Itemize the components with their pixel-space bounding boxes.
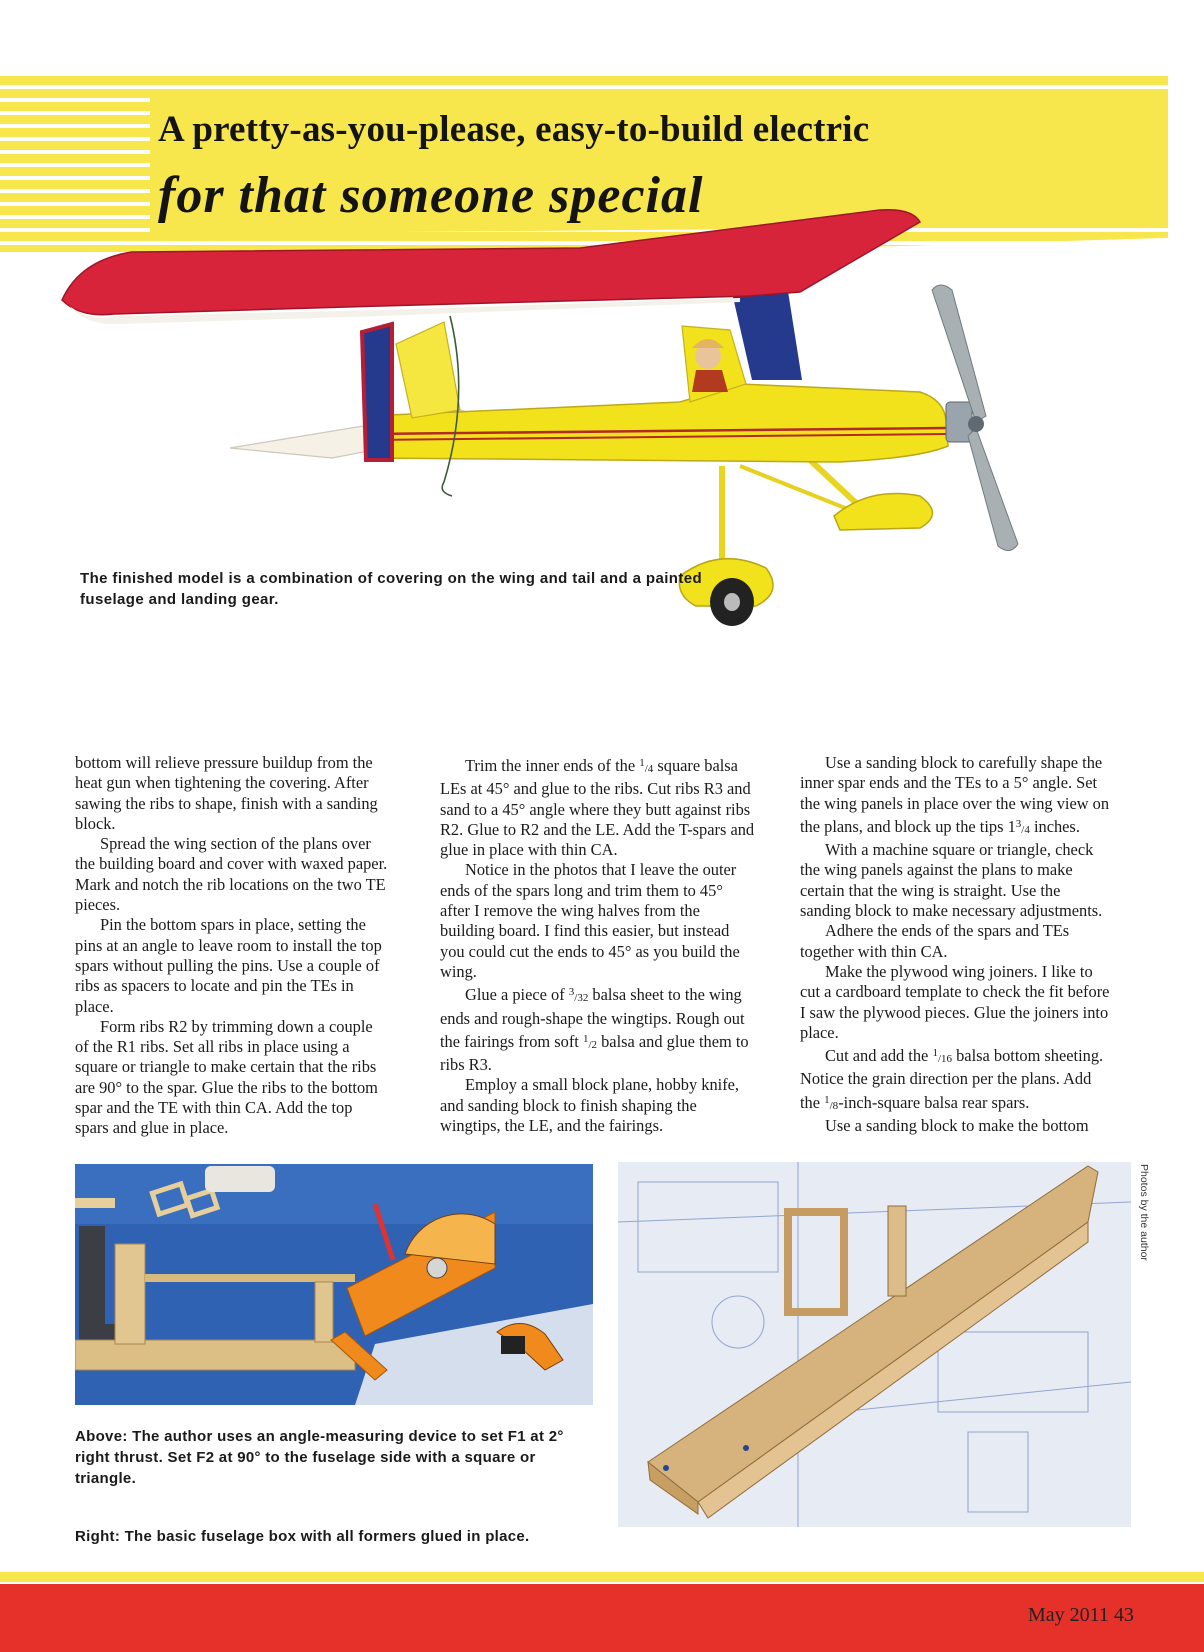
col1-paragraph-4: Form ribs R2 by trimming down a couple of the R1 ribs. Set all ribs in place using a square or triangle to make certain that the ribs are 90° to the spar. Glue the ribs to the bottom spar and the TE with thin CA. Add the top spars and glue in place. xyxy=(75,1016,378,1138)
photo-credit: Photos by the author xyxy=(1138,1164,1150,1261)
photo-caption-above: Above: The author uses an angle-measuring device to set F1 at 2° right thrust. Set F2 at 90° to the fuselage side with a square or triangle. xyxy=(75,1428,564,1487)
footer-red-band xyxy=(0,1584,1204,1652)
hero-photo-caption: The finished model is a combination of covering on the wing and tail and a painted fuselage and landing gear. xyxy=(80,570,703,608)
hero-airplane-photo xyxy=(40,196,1180,696)
text-column-2 xyxy=(440,753,755,1136)
col2-paragraph-4: Employ a small block plane, hobby knife, and sanding block to finish shaping the wingtips, the LE, and the fairings. xyxy=(440,1075,740,1136)
col1-paragraph-2: Spread the wing section of the plans over the building board and cover with waxed paper. Mark and notch the rib locations on the two TE pieces. xyxy=(75,834,388,915)
col3-paragraph-5: Cut and add the $^1$/16 balsa bottom sheeting. Notice the grain direction per the plans. Add the $^1$/8-inch-square balsa rear spars. xyxy=(800,1046,1104,1112)
photo-caption-right: Right: The basic fuselage box with all formers glued in place. xyxy=(75,1528,530,1545)
text-column-1 xyxy=(75,753,390,1139)
col3-paragraph-2: With a machine square or triangle, check the wing panels against the plans to make certain that the wing is straight. Use the sanding block to make necessary adjustments. xyxy=(800,840,1103,921)
col3-paragraph-6: Use a sanding block to make the bottom xyxy=(825,1116,1089,1136)
headline-line-2: for that someone special xyxy=(158,167,704,224)
col3-paragraph-3: Adhere the ends of the spars and TEs together with thin CA. xyxy=(800,921,1070,961)
col2-paragraph-2: Notice in the photos that I leave the outer ends of the spars long and trim them to 45° after I remove the wing halves from the building board. I find this easier, but instead you could cut the ends to 45° as you build the wing. xyxy=(440,860,740,981)
headline-line-1: A pretty-as-you-please, easy-to-build electric xyxy=(158,109,870,150)
main-wing xyxy=(62,210,920,315)
page-folio: May 2011 43 xyxy=(1028,1604,1134,1626)
col2-paragraph-3: Glue a piece of $^3$/32 balsa sheet to the wing ends and rough-shape the wingtips. Rough out the fairings from soft $^1$/2 balsa and glue them to ribs R3. xyxy=(440,985,749,1075)
col2-paragraph-1: Trim the inner ends of the $^1$/4 square balsa LEs at 45° and glue to the ribs. Cut ribs R3 and sand to a 45° angle where they butt against ribs R2. Glue to R2 and the LE. Add the T-spars and glue in place with thin CA. xyxy=(440,756,755,860)
fuselage-box-photo xyxy=(618,1162,1131,1527)
col1-paragraph-1: bottom will relieve pressure buildup from the heat gun when tightening the covering. After sawing the ribs to shape, finish with a sanding block. xyxy=(75,753,378,833)
col3-paragraph-4: Make the plywood wing joiners. I like to cut a cardboard template to check the fit before I saw the plywood pieces. Glue the joiners into place. xyxy=(800,961,1110,1042)
vertical-fin xyxy=(362,324,392,460)
text-column-3 xyxy=(800,753,1115,1136)
footer-yellow-rule xyxy=(0,1572,1204,1582)
col1-paragraph-3: Pin the bottom spars in place, setting the pins at an angle to leave room to install the top spars without pulling the pins. Use a couple of ribs as spacers to locate and pin the TEs in place. xyxy=(75,915,382,1016)
angle-gauge-photo xyxy=(75,1164,593,1405)
col3-paragraph-1: Use a sanding block to carefully shape the inner spar ends and the TEs to a 5° angle. Set the wing panels in place over the wing view on the plans, and block up the tips $1^3/4$ inches. xyxy=(800,753,1110,836)
